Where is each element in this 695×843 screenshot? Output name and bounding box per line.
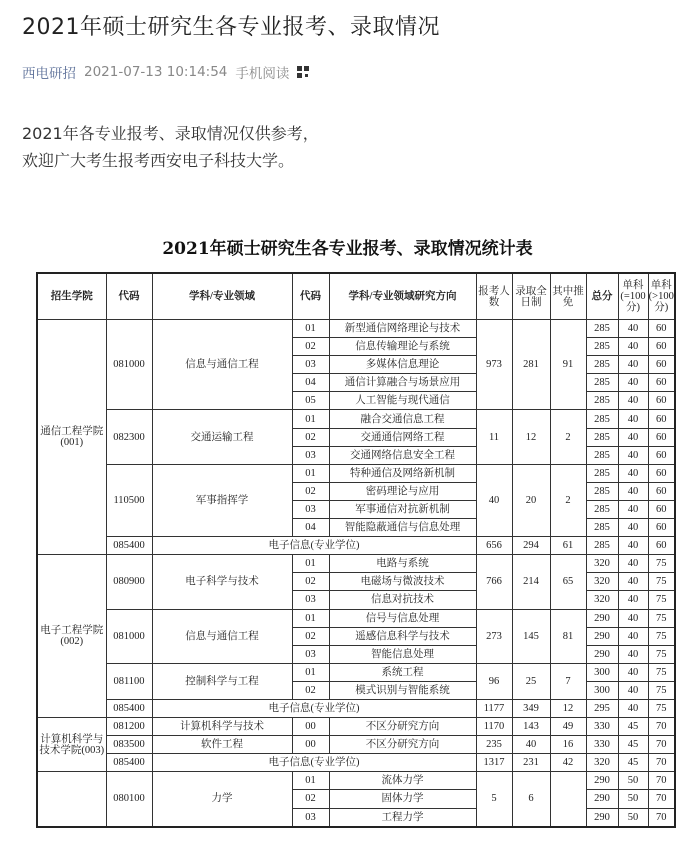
total-score: 300 (586, 663, 618, 681)
table-row (37, 754, 675, 772)
major-code: 085400 (106, 537, 152, 555)
direction-code: 02 (292, 482, 329, 500)
applicants: 235 (476, 736, 512, 754)
total-score: 290 (586, 772, 618, 790)
qr-code-icon[interactable] (297, 66, 309, 78)
applicants: 5 (476, 772, 512, 827)
admitted: 20 (512, 464, 550, 536)
direction-name: 通信计算融合与场景应用 (329, 374, 476, 392)
total-score: 285 (586, 338, 618, 356)
college-name: 计算机科学与技术学院(003) (37, 718, 106, 772)
direction-code: 01 (292, 772, 329, 790)
direction-name: 系统工程 (329, 663, 476, 681)
applicants: 973 (476, 320, 512, 410)
direction-code: 01 (292, 464, 329, 482)
major-code: 081100 (106, 663, 152, 699)
major-name: 电子信息(专业学位) (152, 754, 476, 772)
article-intro (22, 120, 319, 174)
publish-datetime: 2021-07-13 10:14:54 (84, 64, 228, 80)
applicants: 96 (476, 663, 512, 699)
header-direction-code: 代码 (292, 273, 329, 320)
single-score-over-100: 60 (648, 519, 675, 537)
direction-code: 01 (292, 320, 329, 338)
single-score-over-100: 75 (648, 591, 675, 609)
total-score: 290 (586, 790, 618, 808)
intro-line: 2021年各专业报考、录取情况仅供参考， (22, 124, 319, 143)
single-score-100: 45 (618, 718, 648, 736)
exempt: 42 (550, 754, 586, 772)
single-score-100: 40 (618, 392, 648, 410)
header-exempt: 其中推免 (550, 273, 586, 320)
major-code: 081200 (106, 718, 152, 736)
direction-code: 03 (292, 356, 329, 374)
single-score-100: 40 (618, 645, 648, 663)
table-row (37, 555, 675, 573)
total-score: 285 (586, 392, 618, 410)
admitted: 145 (512, 609, 550, 663)
single-score-100: 40 (618, 699, 648, 717)
single-score-100: 40 (618, 464, 648, 482)
direction-code: 03 (292, 446, 329, 464)
major-code: 085400 (106, 699, 152, 717)
total-score: 295 (586, 699, 618, 717)
exempt: 81 (550, 609, 586, 663)
table-row (37, 410, 675, 428)
table-row (37, 699, 675, 717)
major-name: 控制科学与工程 (152, 663, 292, 699)
direction-code: 04 (292, 374, 329, 392)
applicants: 40 (476, 464, 512, 536)
direction-code: 03 (292, 645, 329, 663)
direction-name: 信号与信息处理 (329, 609, 476, 627)
total-score: 290 (586, 808, 618, 827)
major-name: 力学 (152, 772, 292, 827)
single-score-100: 40 (618, 374, 648, 392)
header-direction: 学科/专业领域研究方向 (329, 273, 476, 320)
single-score-over-100: 60 (648, 500, 675, 518)
major-code: 081000 (106, 320, 152, 410)
total-score: 320 (586, 555, 618, 573)
single-score-100: 45 (618, 736, 648, 754)
direction-name: 模式识别与智能系统 (329, 681, 476, 699)
direction-code: 04 (292, 519, 329, 537)
table-row (37, 663, 675, 681)
direction-name: 交通通信网络工程 (329, 428, 476, 446)
total-score: 285 (586, 537, 618, 555)
single-score-100: 40 (618, 573, 648, 591)
single-score-over-100: 60 (648, 392, 675, 410)
total-score: 320 (586, 573, 618, 591)
total-score: 300 (586, 681, 618, 699)
single-score-100: 40 (618, 663, 648, 681)
total-score: 285 (586, 500, 618, 518)
single-score-over-100: 75 (648, 699, 675, 717)
direction-name: 流体力学 (329, 772, 476, 790)
direction-code: 01 (292, 410, 329, 428)
direction-code: 02 (292, 338, 329, 356)
total-score: 285 (586, 374, 618, 392)
exempt: 7 (550, 663, 586, 699)
single-score-over-100: 60 (648, 338, 675, 356)
header-applicants: 报考人数 (476, 273, 512, 320)
single-score-100: 50 (618, 790, 648, 808)
total-score: 285 (586, 464, 618, 482)
exempt: 91 (550, 320, 586, 410)
admitted: 40 (512, 736, 550, 754)
direction-name: 融合交通信息工程 (329, 410, 476, 428)
table-row (37, 537, 675, 555)
single-score-over-100: 60 (648, 537, 675, 555)
single-score-100: 50 (618, 808, 648, 827)
table-row (37, 736, 675, 754)
single-score-over-100: 60 (648, 410, 675, 428)
applicants: 273 (476, 609, 512, 663)
major-code: 085400 (106, 754, 152, 772)
single-score-100: 40 (618, 555, 648, 573)
total-score: 330 (586, 736, 618, 754)
direction-code: 03 (292, 591, 329, 609)
single-score-over-100: 70 (648, 808, 675, 827)
header-admitted: 录取全日制 (512, 273, 550, 320)
major-name: 信息与通信工程 (152, 609, 292, 663)
total-score: 285 (586, 428, 618, 446)
exempt: 2 (550, 410, 586, 464)
header-single-score-over-100: 单科(>100分) (648, 273, 675, 320)
direction-name: 人工智能与现代通信 (329, 392, 476, 410)
single-score-100: 40 (618, 609, 648, 627)
article-title: 2021年硕士研究生各专业报考、录取情况 (22, 15, 440, 40)
direction-code: 02 (292, 790, 329, 808)
mobile-read-link[interactable]: 手机阅读 (235, 66, 290, 82)
table-row (37, 718, 675, 736)
total-score: 320 (586, 754, 618, 772)
single-score-over-100: 75 (648, 555, 675, 573)
total-score: 320 (586, 591, 618, 609)
exempt: 2 (550, 464, 586, 536)
table-title: 2021年硕士研究生各专业报考、录取情况统计表 (162, 239, 533, 259)
direction-name: 工程力学 (329, 808, 476, 827)
single-score-100: 40 (618, 627, 648, 645)
header-total-score: 总分 (586, 273, 618, 320)
major-name: 交通运输工程 (152, 410, 292, 464)
applicants: 1170 (476, 718, 512, 736)
single-score-over-100: 60 (648, 320, 675, 338)
total-score: 285 (586, 519, 618, 537)
intro-line: 欢迎广大考生报考西安电子科技大学。 (22, 151, 295, 170)
single-score-100: 40 (618, 428, 648, 446)
single-score-over-100: 70 (648, 790, 675, 808)
single-score-over-100: 75 (648, 627, 675, 645)
direction-name: 新型通信网络理论与技术 (329, 320, 476, 338)
direction-code: 00 (292, 736, 329, 754)
exempt: 12 (550, 699, 586, 717)
direction-code: 02 (292, 681, 329, 699)
major-name: 电子科学与技术 (152, 555, 292, 609)
direction-name: 信息对抗技术 (329, 591, 476, 609)
single-score-100: 40 (618, 591, 648, 609)
major-name: 信息与通信工程 (152, 320, 292, 410)
applicants: 1317 (476, 754, 512, 772)
applicants: 656 (476, 537, 512, 555)
direction-code: 02 (292, 627, 329, 645)
direction-name: 不区分研究方向 (329, 718, 476, 736)
direction-code: 02 (292, 428, 329, 446)
direction-code: 01 (292, 555, 329, 573)
direction-name: 智能信息处理 (329, 645, 476, 663)
college-name: 通信工程学院(001) (37, 320, 106, 555)
direction-code: 01 (292, 663, 329, 681)
single-score-over-100: 70 (648, 718, 675, 736)
admitted: 25 (512, 663, 550, 699)
single-score-over-100: 60 (648, 428, 675, 446)
single-score-over-100: 70 (648, 736, 675, 754)
direction-name: 固体力学 (329, 790, 476, 808)
header-major: 学科/专业领域 (152, 273, 292, 320)
header-major-code: 代码 (106, 273, 152, 320)
direction-name: 遥感信息科学与技术 (329, 627, 476, 645)
admitted: 281 (512, 320, 550, 410)
single-score-100: 40 (618, 482, 648, 500)
direction-name: 不区分研究方向 (329, 736, 476, 754)
direction-code: 01 (292, 609, 329, 627)
direction-name: 交通网络信息安全工程 (329, 446, 476, 464)
applicants: 1177 (476, 699, 512, 717)
direction-name: 信息传输理论与系统 (329, 338, 476, 356)
single-score-over-100: 75 (648, 663, 675, 681)
single-score-over-100: 60 (648, 464, 675, 482)
total-score: 330 (586, 718, 618, 736)
major-name: 电子信息(专业学位) (152, 537, 476, 555)
exempt: 61 (550, 537, 586, 555)
direction-name: 电路与系统 (329, 555, 476, 573)
direction-name: 多媒体信息理论 (329, 356, 476, 374)
single-score-100: 40 (618, 410, 648, 428)
single-score-100: 40 (618, 320, 648, 338)
single-score-over-100: 60 (648, 482, 675, 500)
major-code: 110500 (106, 464, 152, 536)
major-name: 软件工程 (152, 736, 292, 754)
direction-name: 密码理论与应用 (329, 482, 476, 500)
major-code: 080100 (106, 772, 152, 827)
exempt: 16 (550, 736, 586, 754)
direction-name: 军事通信对抗新机制 (329, 500, 476, 518)
single-score-100: 40 (618, 537, 648, 555)
source-account-link[interactable]: 西电研招 (22, 66, 76, 82)
single-score-over-100: 60 (648, 446, 675, 464)
major-code: 081000 (106, 609, 152, 663)
major-code: 080900 (106, 555, 152, 609)
total-score: 290 (586, 627, 618, 645)
major-code: 083500 (106, 736, 152, 754)
total-score: 285 (586, 410, 618, 428)
exempt: 65 (550, 555, 586, 609)
single-score-over-100: 75 (648, 681, 675, 699)
single-score-100: 45 (618, 754, 648, 772)
single-score-100: 40 (618, 356, 648, 374)
single-score-100: 40 (618, 338, 648, 356)
table-row (37, 464, 675, 482)
admission-statistics-table (36, 272, 676, 828)
direction-name: 智能隐蔽通信与信息处理 (329, 519, 476, 537)
admitted: 214 (512, 555, 550, 609)
admitted: 294 (512, 537, 550, 555)
total-score: 285 (586, 320, 618, 338)
direction-code: 03 (292, 500, 329, 518)
single-score-100: 50 (618, 772, 648, 790)
major-name: 计算机科学与技术 (152, 718, 292, 736)
single-score-100: 40 (618, 500, 648, 518)
direction-code: 03 (292, 808, 329, 827)
single-score-over-100: 75 (648, 645, 675, 663)
single-score-100: 40 (618, 519, 648, 537)
applicants: 766 (476, 555, 512, 609)
total-score: 285 (586, 356, 618, 374)
admitted: 143 (512, 718, 550, 736)
total-score: 290 (586, 609, 618, 627)
major-code: 082300 (106, 410, 152, 464)
admitted: 12 (512, 410, 550, 464)
single-score-over-100: 60 (648, 374, 675, 392)
applicants: 11 (476, 410, 512, 464)
admitted: 349 (512, 699, 550, 717)
header-single-score-100: 单科(=100分) (618, 273, 648, 320)
exempt: 49 (550, 718, 586, 736)
exempt (550, 772, 586, 827)
table-row (37, 772, 675, 790)
article-meta (22, 62, 309, 82)
single-score-over-100: 70 (648, 772, 675, 790)
single-score-over-100: 75 (648, 609, 675, 627)
major-name: 电子信息(专业学位) (152, 699, 476, 717)
single-score-over-100: 75 (648, 573, 675, 591)
single-score-over-100: 60 (648, 356, 675, 374)
direction-code: 00 (292, 718, 329, 736)
admitted: 231 (512, 754, 550, 772)
admitted: 6 (512, 772, 550, 827)
single-score-over-100: 70 (648, 754, 675, 772)
major-name: 军事指挥学 (152, 464, 292, 536)
direction-code: 05 (292, 392, 329, 410)
direction-code: 02 (292, 573, 329, 591)
total-score: 285 (586, 446, 618, 464)
college-name (37, 772, 106, 827)
direction-name: 电磁场与微波技术 (329, 573, 476, 591)
table-row (37, 609, 675, 627)
total-score: 285 (586, 482, 618, 500)
table-row (37, 320, 675, 338)
table-header-row (37, 273, 675, 320)
single-score-100: 40 (618, 446, 648, 464)
single-score-100: 40 (618, 681, 648, 699)
direction-name: 特种通信及网络新机制 (329, 464, 476, 482)
total-score: 290 (586, 645, 618, 663)
college-name: 电子工程学院(002) (37, 555, 106, 718)
header-college: 招生学院 (37, 273, 106, 320)
